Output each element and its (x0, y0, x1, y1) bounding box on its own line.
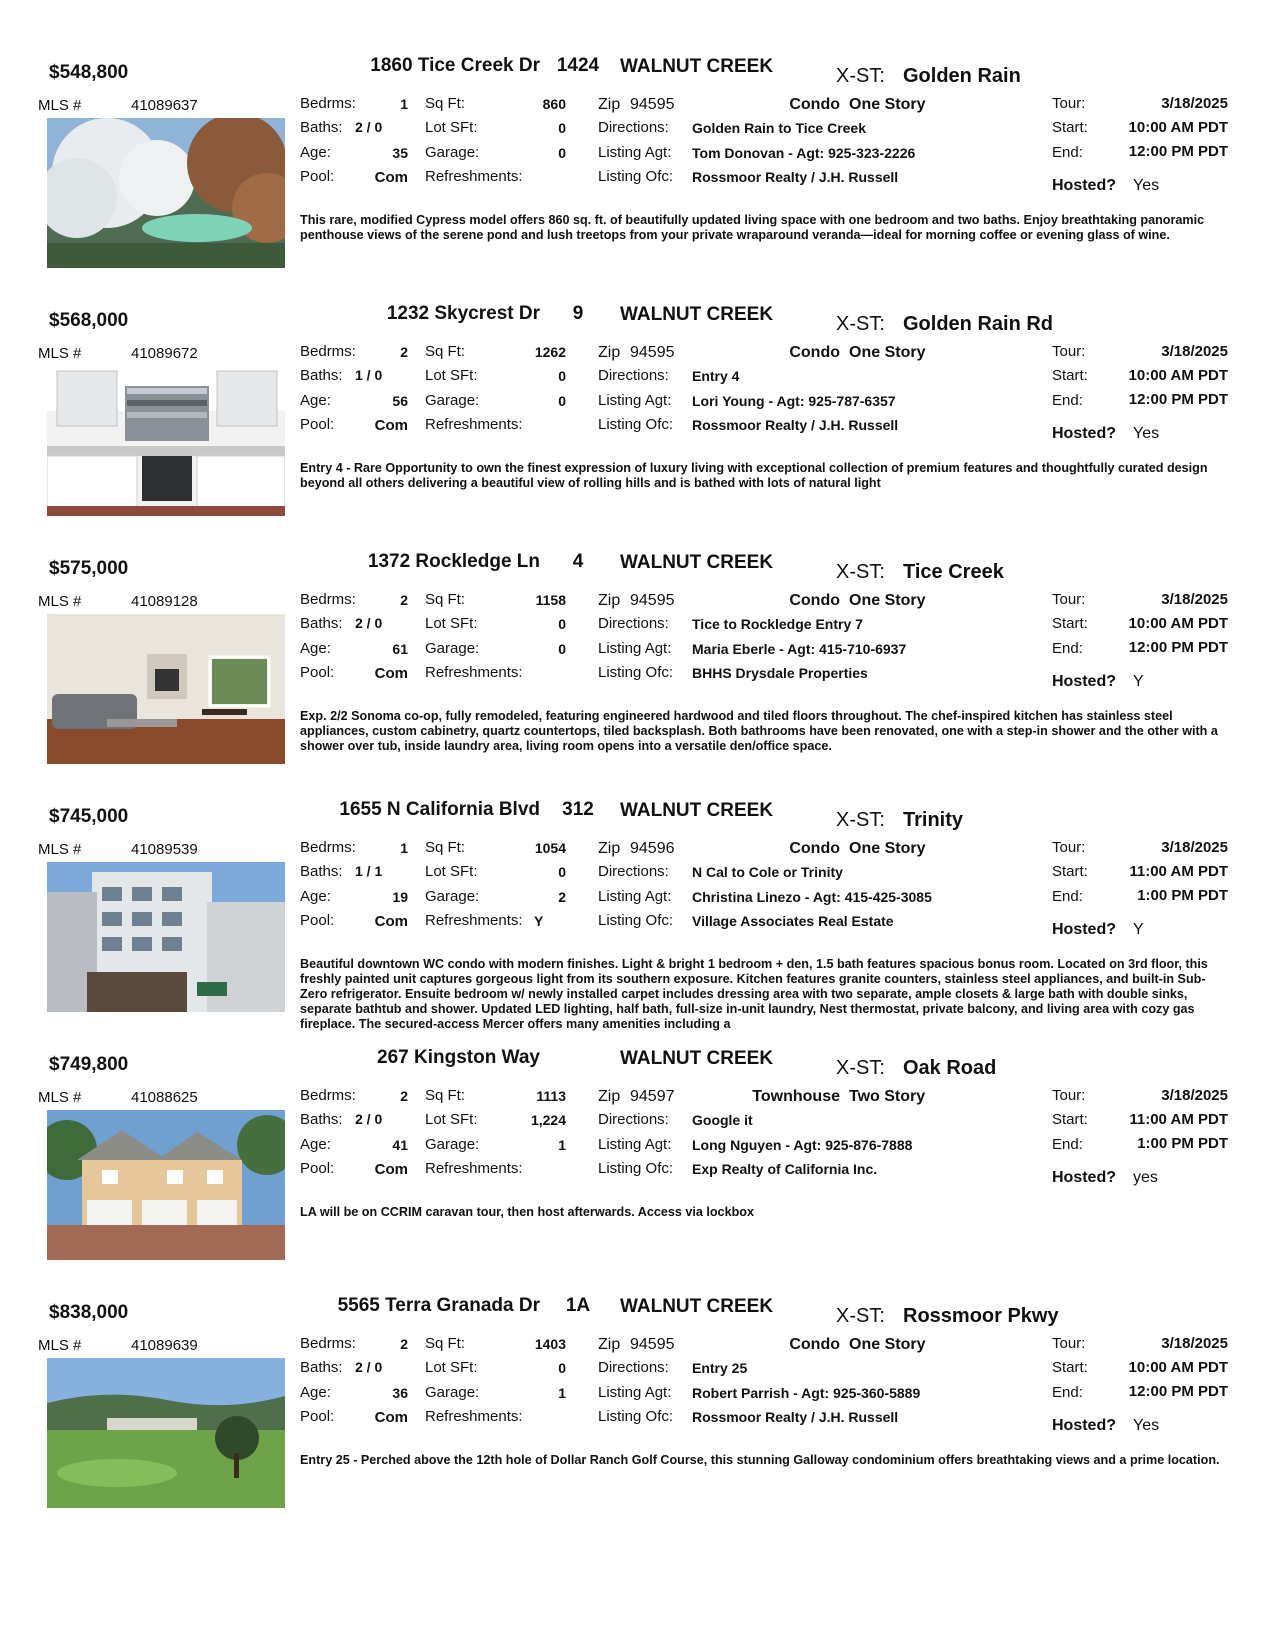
mls-label: MLS # (38, 1337, 82, 1354)
listing-office-label: Listing Ofc: (598, 664, 674, 681)
cross-street-label: X-ST: (836, 1305, 885, 1327)
baths-label: Baths: (300, 1359, 343, 1376)
garage-label: Garage: (425, 888, 480, 905)
baths: 1 / 0 (355, 367, 383, 383)
garage: 1 (558, 1137, 566, 1153)
bedrooms-label: Bedrms: (300, 839, 356, 856)
tour-label: Tour: (1052, 1087, 1086, 1104)
city: WALNUT CREEK (620, 1296, 774, 1317)
lot-sqft: 0 (558, 864, 566, 880)
price: $749,800 (49, 1054, 129, 1075)
lot-sqft: 0 (558, 1360, 566, 1376)
sqft-label: Sq Ft: (425, 1335, 466, 1352)
mls-label: MLS # (38, 593, 82, 610)
property-photo[interactable] (47, 1110, 285, 1260)
photo-image (47, 862, 285, 1012)
lot-sqft-label: Lot SFt: (425, 1359, 478, 1376)
directions-label: Directions: (598, 367, 669, 384)
listing-agent: Maria Eberle - Agt: 415-710-6937 (692, 641, 907, 657)
age: 41 (392, 1137, 408, 1153)
listing-agent-label: Listing Agt: (598, 144, 672, 161)
tour-date: 3/18/2025 (1161, 1087, 1228, 1104)
listing-agent: Christina Linezo - Agt: 415-425-3085 (692, 889, 932, 905)
baths: 1 / 1 (355, 863, 383, 879)
photo-image (47, 1110, 285, 1260)
street-address: 1655 N California Blvd (339, 799, 540, 820)
property-style: One Story (849, 96, 926, 113)
zip-label: Zip (598, 344, 621, 361)
listing-agent-label: Listing Agt: (598, 640, 672, 657)
cross-street-label: X-ST: (836, 809, 885, 831)
cross-street: Rossmoor Pkwy (903, 1305, 1059, 1327)
age-label: Age: (300, 144, 331, 161)
cross-street-label: X-ST: (836, 1057, 885, 1079)
directions-label: Directions: (598, 119, 669, 136)
tour-date: 3/18/2025 (1161, 591, 1228, 608)
listing-office-label: Listing Ofc: (598, 912, 674, 929)
age-label: Age: (300, 888, 331, 905)
refreshments-label: Refreshments: (425, 416, 523, 433)
zip-label: Zip (598, 1336, 621, 1353)
garage-label: Garage: (425, 144, 480, 161)
bedrooms: 2 (400, 592, 408, 608)
age-label: Age: (300, 640, 331, 657)
lot-sqft: 0 (558, 616, 566, 632)
property-type: Townhouse (752, 1088, 840, 1105)
mls-label: MLS # (38, 345, 82, 362)
listing-card (0, 1295, 1275, 1543)
tour-date: 3/18/2025 (1161, 95, 1228, 112)
tour-date: 3/18/2025 (1161, 839, 1228, 856)
listing-office: Rossmoor Realty / J.H. Russell (692, 169, 899, 185)
bedrooms: 2 (400, 344, 408, 360)
directions: Golden Rain to Tice Creek (692, 120, 867, 136)
zip-label: Zip (598, 1088, 621, 1105)
baths-label: Baths: (300, 1111, 343, 1128)
photo-image (47, 118, 285, 268)
start-label: Start: (1052, 1111, 1088, 1128)
property-photo[interactable] (47, 1358, 285, 1508)
garage: 2 (558, 889, 566, 905)
sqft: 1054 (534, 840, 566, 856)
end-label: End: (1052, 1136, 1083, 1153)
start-label: Start: (1052, 1359, 1088, 1376)
listing-description: This rare, modified Cypress model offers 860 sq. ft. of beautifully updated living space with one bedroom and two baths. Enjoy breathtaking panoramic penthouse views of the serene pond and lush treetops from your private wraparound veranda—ideal for morning coffee or evening glass of wine. (300, 213, 1205, 242)
property-type: Condo (789, 592, 840, 609)
sqft-label: Sq Ft: (425, 1087, 466, 1104)
property-type: Condo (789, 344, 840, 361)
lot-sqft: 0 (558, 120, 566, 136)
property-photo[interactable] (47, 366, 285, 516)
mls-number: 41089672 (131, 345, 198, 362)
start-time: 11:00 AM PDT (1129, 863, 1228, 880)
baths-label: Baths: (300, 119, 343, 136)
hosted: Y (1133, 673, 1144, 690)
directions: Google it (692, 1112, 753, 1128)
tour-label: Tour: (1052, 343, 1086, 360)
sqft-label: Sq Ft: (425, 839, 466, 856)
tour-label: Tour: (1052, 591, 1086, 608)
city: WALNUT CREEK (620, 1048, 774, 1069)
tour-label: Tour: (1052, 1335, 1086, 1352)
listing-office: Exp Realty of California Inc. (692, 1161, 878, 1177)
zip-code: 94597 (630, 1088, 675, 1105)
directions-label: Directions: (598, 615, 669, 632)
sqft-label: Sq Ft: (425, 95, 466, 112)
mls-number: 41089639 (131, 1337, 198, 1354)
pool-label: Pool: (300, 416, 335, 433)
hosted: Yes (1133, 177, 1160, 194)
sqft-label: Sq Ft: (425, 591, 466, 608)
tour-date: 3/18/2025 (1161, 1335, 1228, 1352)
listing-card (0, 55, 1275, 303)
unit-number: 312 (562, 799, 594, 820)
mls-number: 41089539 (131, 841, 198, 858)
listing-office-label: Listing Ofc: (598, 1408, 674, 1425)
garage-label: Garage: (425, 392, 480, 409)
city: WALNUT CREEK (620, 800, 774, 821)
age: 61 (392, 641, 408, 657)
listing-description: Entry 4 - Rare Opportunity to own the finest expression of luxury living with exceptional collection of premium features and thoughtfully curated design beyond all others delivering a beautiful view of rolling hills and is bathed with lots of natural light (300, 461, 1208, 490)
city: WALNUT CREEK (620, 552, 774, 573)
end-time: 1:00 PM PDT (1137, 1135, 1228, 1152)
street-address: 267 Kingston Way (377, 1047, 540, 1068)
price: $575,000 (49, 558, 129, 579)
sqft: 1262 (534, 344, 566, 360)
hosted-label: Hosted? (1052, 177, 1116, 194)
hosted-label: Hosted? (1052, 1169, 1116, 1186)
lot-sqft-label: Lot SFt: (425, 863, 478, 880)
tour-label: Tour: (1052, 839, 1086, 856)
age-label: Age: (300, 1384, 331, 1401)
listing-card (0, 799, 1275, 1047)
baths: 2 / 0 (355, 1111, 383, 1127)
lot-sqft-label: Lot SFt: (425, 119, 478, 136)
mls-label: MLS # (38, 841, 82, 858)
listing-office-label: Listing Ofc: (598, 168, 674, 185)
start-time: 11:00 AM PDT (1129, 1111, 1228, 1128)
directions: Entry 25 (692, 1360, 748, 1376)
property-style: One Story (849, 592, 926, 609)
end-label: End: (1052, 888, 1083, 905)
pool-label: Pool: (300, 168, 335, 185)
tour-label: Tour: (1052, 95, 1086, 112)
sqft: 1158 (535, 592, 566, 608)
hosted-label: Hosted? (1052, 921, 1116, 938)
age-label: Age: (300, 392, 331, 409)
bedrooms-label: Bedrms: (300, 1335, 356, 1352)
photo-image (47, 366, 285, 516)
pool-label: Pool: (300, 664, 335, 681)
photo-image (47, 1358, 285, 1508)
property-style: One Story (849, 1336, 926, 1353)
listing-description: Beautiful downtown WC condo with modern finishes. Light & bright 1 bedroom + den, 1.5 bath features spacious bonus room. Located on 3rd floor, this freshly painted unit captures gorgeous light from its southern exposure. Kitchen features granite counters, stainless steel appliances, and built-in Sub-Zero refrigerator. Ensuite bedroom w/ newly installed carpet includes dressing area with two separate, ample closets & large bath with double sinks, separate bathtub and shower. Updated LED lighting, half bath, full-size in-unit laundry, Nest thermostat, private balcony, and living area with cozy gas fireplace. The secured-access Mercer offers many amenities including a (300, 957, 1208, 1031)
lot-sqft-label: Lot SFt: (425, 615, 478, 632)
bedrooms: 1 (400, 840, 408, 856)
end-time: 12:00 PM PDT (1128, 391, 1228, 408)
directions-label: Directions: (598, 1111, 669, 1128)
property-style: Two Story (849, 1088, 926, 1105)
end-time: 12:00 PM PDT (1128, 143, 1228, 160)
baths-label: Baths: (300, 863, 343, 880)
cross-street-label: X-ST: (836, 561, 885, 583)
listing-office-label: Listing Ofc: (598, 1160, 674, 1177)
listing-office-label: Listing Ofc: (598, 416, 674, 433)
listing-office: Rossmoor Realty / J.H. Russell (692, 1409, 899, 1425)
refreshments-label: Refreshments: (425, 1408, 523, 1425)
property-photo[interactable] (47, 614, 285, 764)
unit-number: 1424 (556, 55, 600, 76)
refreshments: Y (534, 913, 544, 929)
hosted: yes (1133, 1169, 1158, 1186)
property-photo[interactable] (47, 118, 285, 268)
cross-street-label: X-ST: (836, 65, 885, 87)
pool-label: Pool: (300, 912, 335, 929)
end-label: End: (1052, 392, 1083, 409)
city: WALNUT CREEK (620, 56, 774, 77)
listing-agent-label: Listing Agt: (598, 888, 672, 905)
tour-date: 3/18/2025 (1161, 343, 1228, 360)
listing-card (0, 1047, 1275, 1295)
hosted-label: Hosted? (1052, 425, 1116, 442)
listing-agent: Lori Young - Agt: 925-787-6357 (692, 393, 896, 409)
bedrooms: 2 (400, 1088, 408, 1104)
hosted: Y (1133, 921, 1144, 938)
cross-street: Trinity (903, 809, 964, 831)
garage-label: Garage: (425, 1136, 480, 1153)
bedrooms-label: Bedrms: (300, 1087, 356, 1104)
zip-label: Zip (598, 840, 621, 857)
garage-label: Garage: (425, 1384, 480, 1401)
pool: Com (374, 169, 408, 186)
directions: N Cal to Cole or Trinity (692, 864, 843, 880)
lot-sqft-label: Lot SFt: (425, 367, 478, 384)
pool: Com (374, 1161, 408, 1178)
property-style: One Story (849, 840, 926, 857)
pool: Com (374, 665, 408, 682)
price: $568,000 (49, 310, 129, 331)
unit-number: 1A (565, 1295, 591, 1316)
end-time: 12:00 PM PDT (1128, 639, 1228, 656)
refreshments-label: Refreshments: (425, 664, 523, 681)
cross-street: Oak Road (903, 1057, 997, 1079)
baths: 2 / 0 (355, 615, 383, 631)
end-label: End: (1052, 144, 1083, 161)
listing-office: Village Associates Real Estate (692, 913, 894, 929)
hosted-label: Hosted? (1052, 673, 1116, 690)
zip-code: 94596 (630, 840, 675, 857)
listing-agent-label: Listing Agt: (598, 1136, 672, 1153)
end-time: 1:00 PM PDT (1137, 887, 1228, 904)
zip-code: 94595 (630, 1336, 675, 1353)
lot-sqft: 0 (558, 368, 566, 384)
listing-card (0, 551, 1275, 799)
sqft: 860 (542, 96, 566, 112)
bedrooms-label: Bedrms: (300, 591, 356, 608)
sqft: 1403 (534, 1336, 566, 1352)
hosted: Yes (1133, 1417, 1160, 1434)
city: WALNUT CREEK (620, 304, 774, 325)
refreshments-label: Refreshments: (425, 168, 523, 185)
bedrooms-label: Bedrms: (300, 95, 356, 112)
garage: 0 (558, 641, 566, 657)
bedrooms: 2 (400, 1336, 408, 1352)
start-label: Start: (1052, 615, 1088, 632)
cross-street-label: X-ST: (836, 313, 885, 335)
property-type: Condo (789, 1336, 840, 1353)
street-address: 1372 Rockledge Ln (367, 551, 540, 572)
lot-sqft: 1,224 (530, 1112, 566, 1128)
baths-label: Baths: (300, 615, 343, 632)
unit-number: 4 (572, 551, 584, 572)
listing-description: Entry 25 - Perched above the 12th hole of Dollar Ranch Golf Course, this stunning Galloway condominium offers breathtaking views and a prime location. (300, 1453, 1220, 1467)
directions: Tice to Rockledge Entry 7 (692, 616, 863, 632)
directions-label: Directions: (598, 863, 669, 880)
photo-image (47, 614, 285, 764)
property-photo[interactable] (47, 862, 285, 1012)
mls-number: 41089637 (131, 97, 198, 114)
price: $745,000 (49, 806, 129, 827)
listing-agent-label: Listing Agt: (598, 392, 672, 409)
sqft: 1113 (536, 1088, 566, 1104)
listing-card (0, 303, 1275, 551)
cross-street: Tice Creek (903, 561, 1004, 583)
lot-sqft-label: Lot SFt: (425, 1111, 478, 1128)
mls-number: 41089128 (131, 593, 198, 610)
hosted: Yes (1133, 425, 1160, 442)
start-label: Start: (1052, 863, 1088, 880)
end-label: End: (1052, 1384, 1083, 1401)
end-time: 12:00 PM PDT (1128, 1383, 1228, 1400)
listing-description: Exp. 2/2 Sonoma co-op, fully remodeled, featuring engineered hardwood and tiled floors throughout. The chef-inspired kitchen has stainless steel appliances, custom cabinetry, quartz countertops, tiled backsplash. Both bathrooms have been renovated, one with a step-in shower and the other with a shower over tub, inside laundry area, living room opens into a versatile den/office space. (300, 709, 1218, 753)
garage: 0 (558, 145, 566, 161)
age: 35 (392, 145, 408, 161)
baths: 2 / 0 (355, 119, 383, 135)
mls-number: 41088625 (131, 1089, 198, 1106)
start-label: Start: (1052, 367, 1088, 384)
start-time: 10:00 AM PDT (1128, 367, 1228, 384)
start-time: 10:00 AM PDT (1128, 1359, 1228, 1376)
price: $548,800 (49, 62, 129, 83)
hosted-label: Hosted? (1052, 1417, 1116, 1434)
cross-street: Golden Rain (903, 65, 1021, 87)
zip-code: 94595 (630, 96, 675, 113)
unit-number: 9 (572, 303, 584, 324)
age: 19 (392, 889, 408, 905)
start-time: 10:00 AM PDT (1128, 615, 1228, 632)
age-label: Age: (300, 1136, 331, 1153)
listing-office: BHHS Drysdale Properties (692, 665, 868, 681)
refreshments-label: Refreshments: (425, 912, 523, 929)
mls-label: MLS # (38, 1089, 82, 1106)
end-label: End: (1052, 640, 1083, 657)
start-time: 10:00 AM PDT (1128, 119, 1228, 136)
refreshments-label: Refreshments: (425, 1160, 523, 1177)
sqft-label: Sq Ft: (425, 343, 466, 360)
street-address: 1232 Skycrest Dr (386, 303, 540, 324)
property-style: One Story (849, 344, 926, 361)
listing-office: Rossmoor Realty / J.H. Russell (692, 417, 899, 433)
age: 56 (392, 393, 408, 409)
pool-label: Pool: (300, 1160, 335, 1177)
listing-agent: Tom Donovan - Agt: 925-323-2226 (692, 145, 916, 161)
baths-label: Baths: (300, 367, 343, 384)
zip-label: Zip (598, 96, 621, 113)
zip-label: Zip (598, 592, 621, 609)
street-address: 1860 Tice Creek Dr (370, 55, 540, 76)
directions: Entry 4 (692, 368, 740, 384)
mls-label: MLS # (38, 97, 82, 114)
pool: Com (374, 1409, 408, 1426)
listing-description: LA will be on CCRIM caravan tour, then host afterwards. Access via lockbox (300, 1205, 754, 1219)
property-type: Condo (789, 840, 840, 857)
baths: 2 / 0 (355, 1359, 383, 1375)
price: $838,000 (49, 1302, 129, 1323)
pool-label: Pool: (300, 1408, 335, 1425)
pool: Com (374, 913, 408, 930)
bedrooms: 1 (400, 96, 408, 112)
listing-agent: Robert Parrish - Agt: 925-360-5889 (692, 1385, 921, 1401)
directions-label: Directions: (598, 1359, 669, 1376)
garage: 1 (558, 1385, 566, 1401)
listing-agent: Long Nguyen - Agt: 925-876-7888 (692, 1137, 913, 1153)
pool: Com (374, 417, 408, 434)
age: 36 (392, 1385, 408, 1401)
zip-code: 94595 (630, 592, 675, 609)
zip-code: 94595 (630, 344, 675, 361)
start-label: Start: (1052, 119, 1088, 136)
garage: 0 (558, 393, 566, 409)
garage-label: Garage: (425, 640, 480, 657)
listing-agent-label: Listing Agt: (598, 1384, 672, 1401)
street-address: 5565 Terra Granada Dr (337, 1295, 540, 1316)
property-type: Condo (789, 96, 840, 113)
bedrooms-label: Bedrms: (300, 343, 356, 360)
cross-street: Golden Rain Rd (903, 313, 1053, 335)
